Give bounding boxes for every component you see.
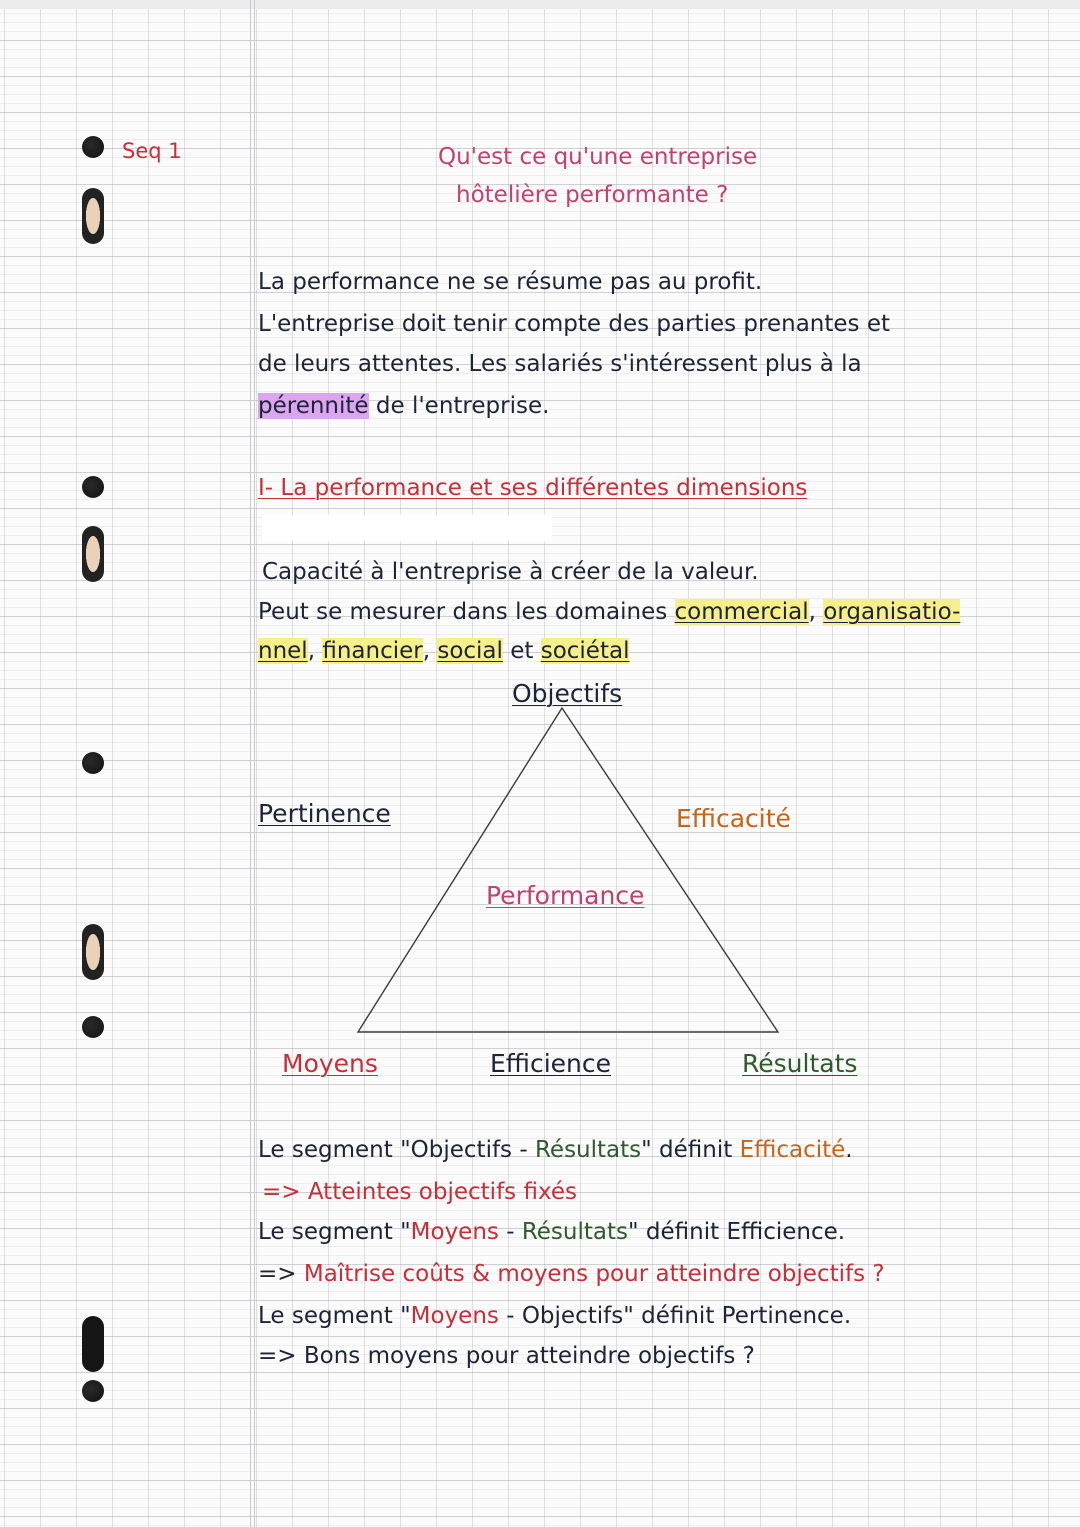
label-performance: Performance: [486, 881, 645, 910]
label-efficacite: Efficacité: [676, 804, 791, 833]
label-resultats: Résultats: [742, 1049, 858, 1078]
domain-organisationnel: organisatio-: [823, 599, 961, 625]
definition-line-1: Capacité à l'entreprise à créer de la valeur.: [262, 559, 759, 585]
note-question-2: Bons moyens pour atteindre objectifs ?: [303, 1343, 755, 1369]
text: " définit: [623, 1303, 722, 1329]
intro-line-3: de leurs attentes. Les salariés s'intéressent plus à la: [258, 351, 862, 377]
arrow: =>: [258, 1261, 304, 1287]
word-objectifs: Objectifs: [410, 1137, 513, 1163]
sequence-label: Seq 1: [122, 139, 182, 163]
domain-financier: financier: [322, 638, 423, 664]
intro-line-2: L'entreprise doit tenir compte des parties prenantes et: [258, 311, 890, 337]
text: Le segment ": [258, 1137, 411, 1163]
word-resultats: Résultats: [534, 1137, 642, 1163]
note-line-2: => Atteintes objectifs fixés: [262, 1179, 577, 1205]
word-moyens: Moyens: [410, 1303, 499, 1329]
word-resultats: Résultats: [521, 1219, 628, 1245]
text: Le segment ": [258, 1303, 411, 1329]
text: -: [512, 1137, 535, 1163]
arrow: =>: [258, 1343, 304, 1369]
domain-societal: sociétal: [540, 638, 630, 664]
label-moyens: Moyens: [282, 1049, 378, 1078]
text: " définit: [628, 1219, 727, 1245]
intro-line-1: La performance ne se résume pas au profit.: [258, 269, 763, 295]
label-objectifs: Objectifs: [512, 679, 623, 708]
note-line-1: [258, 1136, 853, 1164]
title-line-2: hôtelière performante ?: [456, 182, 729, 208]
note-line-6: [258, 1342, 755, 1370]
highlight-perennite: pérennité: [258, 393, 369, 419]
domain-organisationnel-end: nnel: [258, 638, 308, 664]
domain-commercial: commercial: [674, 599, 809, 625]
label-pertinence: Pertinence: [258, 799, 391, 828]
text: .: [837, 1219, 846, 1245]
and-word: et: [502, 638, 541, 664]
intro-line-4-rest: de l'entreprise.: [368, 393, 550, 419]
note-line-3: [258, 1218, 845, 1246]
domain-social: social: [437, 638, 503, 664]
word-objectifs: Objectifs: [521, 1303, 624, 1329]
comma: ,: [307, 638, 316, 664]
section-title: I- La performance et ses différentes dimensions: [258, 475, 808, 501]
note-line-5: [258, 1302, 851, 1330]
note-line-4: [258, 1260, 885, 1288]
label-efficience: Efficience: [490, 1049, 612, 1078]
text: " définit: [641, 1137, 740, 1163]
text: .: [845, 1137, 853, 1163]
title-line-1: Qu'est ce qu'une entreprise: [438, 144, 758, 170]
text: .: [843, 1303, 852, 1329]
word-efficacite: Efficacité: [739, 1137, 846, 1163]
text: -: [498, 1219, 522, 1245]
comma: ,: [422, 638, 431, 664]
note-question-1: Maîtrise coûts & moyens pour atteindre objectifs ?: [303, 1261, 885, 1287]
definition-prefix: Peut se mesurer dans les domaines: [258, 599, 675, 625]
text: Le segment ": [258, 1219, 411, 1245]
word-moyens: Moyens: [410, 1219, 499, 1245]
word-efficience: Efficience: [726, 1219, 838, 1245]
comma: ,: [808, 599, 816, 625]
triangle-outline: [358, 708, 778, 1032]
word-pertinence: Pertinence: [721, 1303, 844, 1329]
text: -: [498, 1303, 522, 1329]
